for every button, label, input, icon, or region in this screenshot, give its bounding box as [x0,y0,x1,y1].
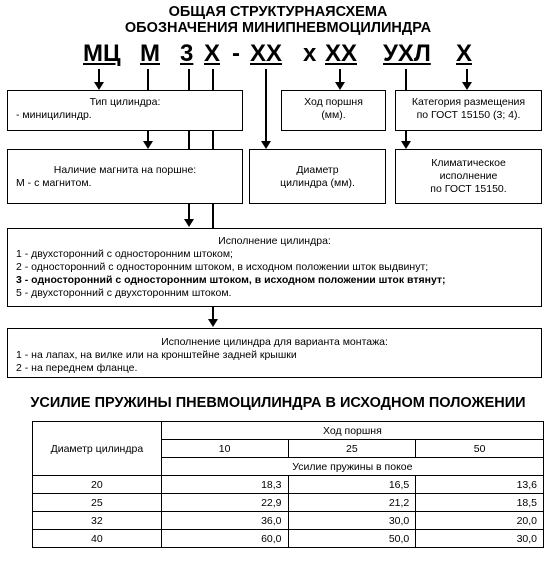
code-dash: - [232,40,240,67]
force-cell: 30,0 [416,530,544,548]
title-line-1: ОБЩАЯ СТРУКТУРНАЯСХЕМА [168,4,388,20]
execution-item-highlighted: 3 - односторонний с односторонним штоком, в исходном положении шток втянут; [16,274,446,286]
force-header: Усилие пружины в покое [161,458,543,476]
placement-line-1: Категория размещения [411,96,526,108]
table-row [33,494,544,512]
mounting-box [7,328,542,378]
diameter-cell: 20 [33,476,162,494]
diameter-cell: 25 [33,494,162,512]
cylinder-type-title: Тип цилиндра: [89,96,161,108]
code-seg-xx1: ХХ [250,40,283,67]
diameter-cell: 40 [33,530,162,548]
force-cell: 50,0 [288,530,416,548]
climate-box [395,149,542,204]
stroke-header: Ход поршня [161,422,543,440]
code-seg-xx2: ХХ [325,40,358,67]
stroke-line-2: (мм). [321,109,346,121]
execution-box [7,228,542,307]
title-line-2: ОБОЗНАЧЕНИЯ МИНИПНЕВМОЦИЛИНДРА [124,20,432,36]
execution-item: 1 - двухсторонний с односторонним штоком; [16,248,233,260]
stroke-value: 25 [288,440,416,458]
execution-item: 5 - двухсторонний с двухсторонним штоком. [16,287,232,299]
stroke-value: 50 [416,440,544,458]
code-seg-mc: МЦ [83,40,121,67]
placement-box [395,90,542,131]
code-seg-m: М [140,40,160,67]
cylinder-type-text: - миницилиндр. [16,109,92,121]
force-cell: 20,0 [416,512,544,530]
climate-line-3: по ГОСТ 15150. [430,183,507,195]
spring-force-table [32,421,544,548]
force-cell: 30,0 [288,512,416,530]
magnet-box [7,149,243,204]
force-cell: 18,5 [416,494,544,512]
code-seg-x1: Х [204,40,221,67]
diameter-line-1: Диаметр [296,164,339,176]
spring-section-heading: УСИЛИЕ ПРУЖИНЫ ПНЕВМОЦИЛИНДРА В ИСХОДНОМ ПОЛОЖЕНИИ [30,395,526,411]
table-row [33,530,544,548]
code-seg-3: 3 [180,40,194,67]
force-cell: 21,2 [288,494,416,512]
diameter-line-2: цилиндра (мм). [280,177,355,189]
diameter-box [249,149,386,204]
magnet-line-1: Наличие магнита на поршне: [53,164,197,176]
force-cell: 60,0 [161,530,288,548]
stroke-box [281,90,386,131]
code-x-separator: х [303,40,317,67]
force-cell: 13,6 [416,476,544,494]
force-cell: 18,3 [161,476,288,494]
magnet-line-2: М - с магнитом. [16,177,92,189]
mounting-title: Исполнение цилиндра для варианта монтажа: [161,336,388,348]
code-seg-x2: Х [456,40,473,67]
execution-item: 2 - односторонний с односторонним штоком, в исходном положении шток выдвинут; [16,261,429,273]
climate-line-2: исполнение [439,170,498,182]
cylinder-type-box [7,90,243,131]
mounting-item: 2 - на переднем фланце. [16,362,138,374]
force-cell: 22,9 [161,494,288,512]
mounting-item: 1 - на лапах, на вилке или на кронштейне задней крышки [16,349,297,361]
stroke-value: 10 [161,440,288,458]
force-cell: 16,5 [288,476,416,494]
placement-line-2: по ГОСТ 15150 (3; 4). [416,109,521,121]
code-seg-uhl: УХЛ [383,40,431,67]
climate-line-1: Климатическое [431,157,506,169]
table-row [33,476,544,494]
execution-title: Исполнение цилиндра: [218,235,331,247]
stroke-line-1: Ход поршня [304,96,363,108]
force-cell: 36,0 [161,512,288,530]
diameter-header: Диаметр цилиндра [33,422,162,476]
diameter-cell: 32 [33,512,162,530]
table-row [33,512,544,530]
